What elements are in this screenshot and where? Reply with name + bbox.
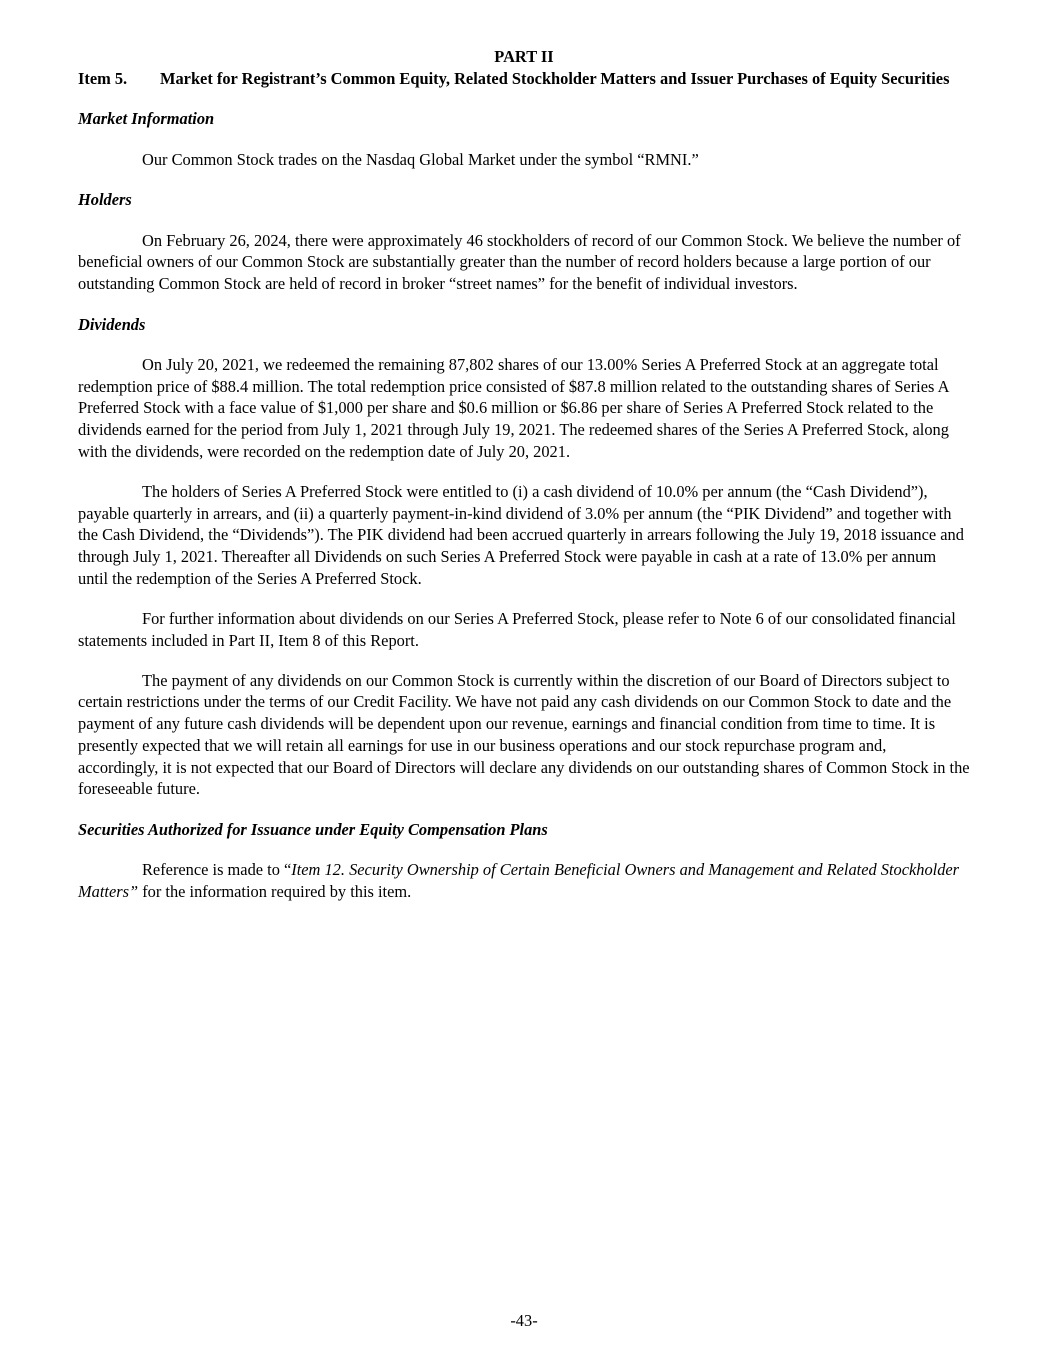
item-heading — [78, 68, 970, 90]
section-heading: Market Information — [78, 109, 215, 129]
paragraph — [78, 481, 970, 590]
paragraph-text: for the information required by this item. — [138, 881, 412, 901]
paragraph-text: Our Common Stock trades on the Nasdaq Global Market under the symbol “RMNI.” — [142, 149, 699, 169]
item-title: Market for Registrant’s Common Equity, Related Stockholder Matters and Issuer Purchases of Equity Securities — [160, 68, 950, 88]
paragraph — [78, 230, 970, 295]
paragraph-text: On February 26, 2024, there were approximately 46 stockholders of record of our Common Stock. We believe the number of beneficial owners of our Common Stock are substantially greater than the number of record holders because a large portion of our outstanding Common Stock are held of record in broker “street names” for the benefit of individual investors. — [78, 230, 961, 293]
paragraph — [78, 670, 970, 800]
paragraph — [78, 608, 970, 651]
paragraph — [78, 859, 970, 902]
part-title: PART II — [494, 47, 554, 66]
paragraph-text: The holders of Series A Preferred Stock were entitled to (i) a cash dividend of 10.0% per annum (the “Cash Dividend”), payable quarterly in arrears, and (ii) a quarterly payment-in-kind dividend of 3.0% per annum (the “PIK Dividend” and together with the Cash Dividend, the “Dividends”). The PIK dividend had been accrued quarterly in arrears following the July 19, 2018 issuance and through July 1, 2021. Thereafter all Dividends on such Series A Preferred Stock were payable in cash at a rate of 13.0% per annum until the redemption of the Series A Preferred Stock. — [78, 481, 964, 588]
paragraph-text-italic: Item 12. Security Ownership of Certain Beneficial Owners and Management and Related Stockholder Matters” — [78, 860, 960, 901]
page-number: -43- — [510, 1311, 538, 1330]
paragraph-text: On July 20, 2021, we redeemed the remaining 87,802 shares of our 13.00% Series A Preferred Stock at an aggregate total redemption price of $88.4 million. The total redemption price consisted of $87.8 million related to the outstanding shares of Series A Preferred Stock with a face value of $1,000 per share and $0.6 million or $6.86 per share of Series A Preferred Stock related to the dividends earned for the period from July 1, 2021 through July 19, 2021. The redeemed shares of the Series A Preferred Stock, along with the dividends, were recorded on the redemption date of July 20, 2021. — [78, 354, 949, 461]
paragraph — [78, 149, 970, 171]
item-number-label: Item 5. — [78, 68, 128, 88]
section-heading: Securities Authorized for Issuance under Equity Compensation Plans — [78, 819, 548, 839]
sections — [78, 108, 970, 902]
paragraph-text: Reference is made to “ — [142, 860, 292, 880]
paragraph-text: For further information about dividends on our Series A Preferred Stock, please refer to Note 6 of our consolidated financial statements included in Part II, Item 8 of this Report. — [78, 608, 956, 650]
section-heading: Dividends — [78, 314, 146, 334]
paragraph — [78, 354, 970, 463]
paragraph-text: The payment of any dividends on our Common Stock is currently within the discretion of our Board of Directors subject to certain restrictions under the terms of our Credit Facility. We have not paid any cash dividends on our Common Stock to date and the payment of any future cash dividends will be dependent upon our revenue, earnings and financial condition from time to time. It is presently expected that we will retain all earnings for use in our business operations and our stock repurchase program and, accordingly, it is not expected that our Board of Directors will declare any dividends on our outstanding shares of Common Stock in the foreseeable future. — [78, 670, 970, 799]
section-heading: Holders — [78, 190, 132, 210]
